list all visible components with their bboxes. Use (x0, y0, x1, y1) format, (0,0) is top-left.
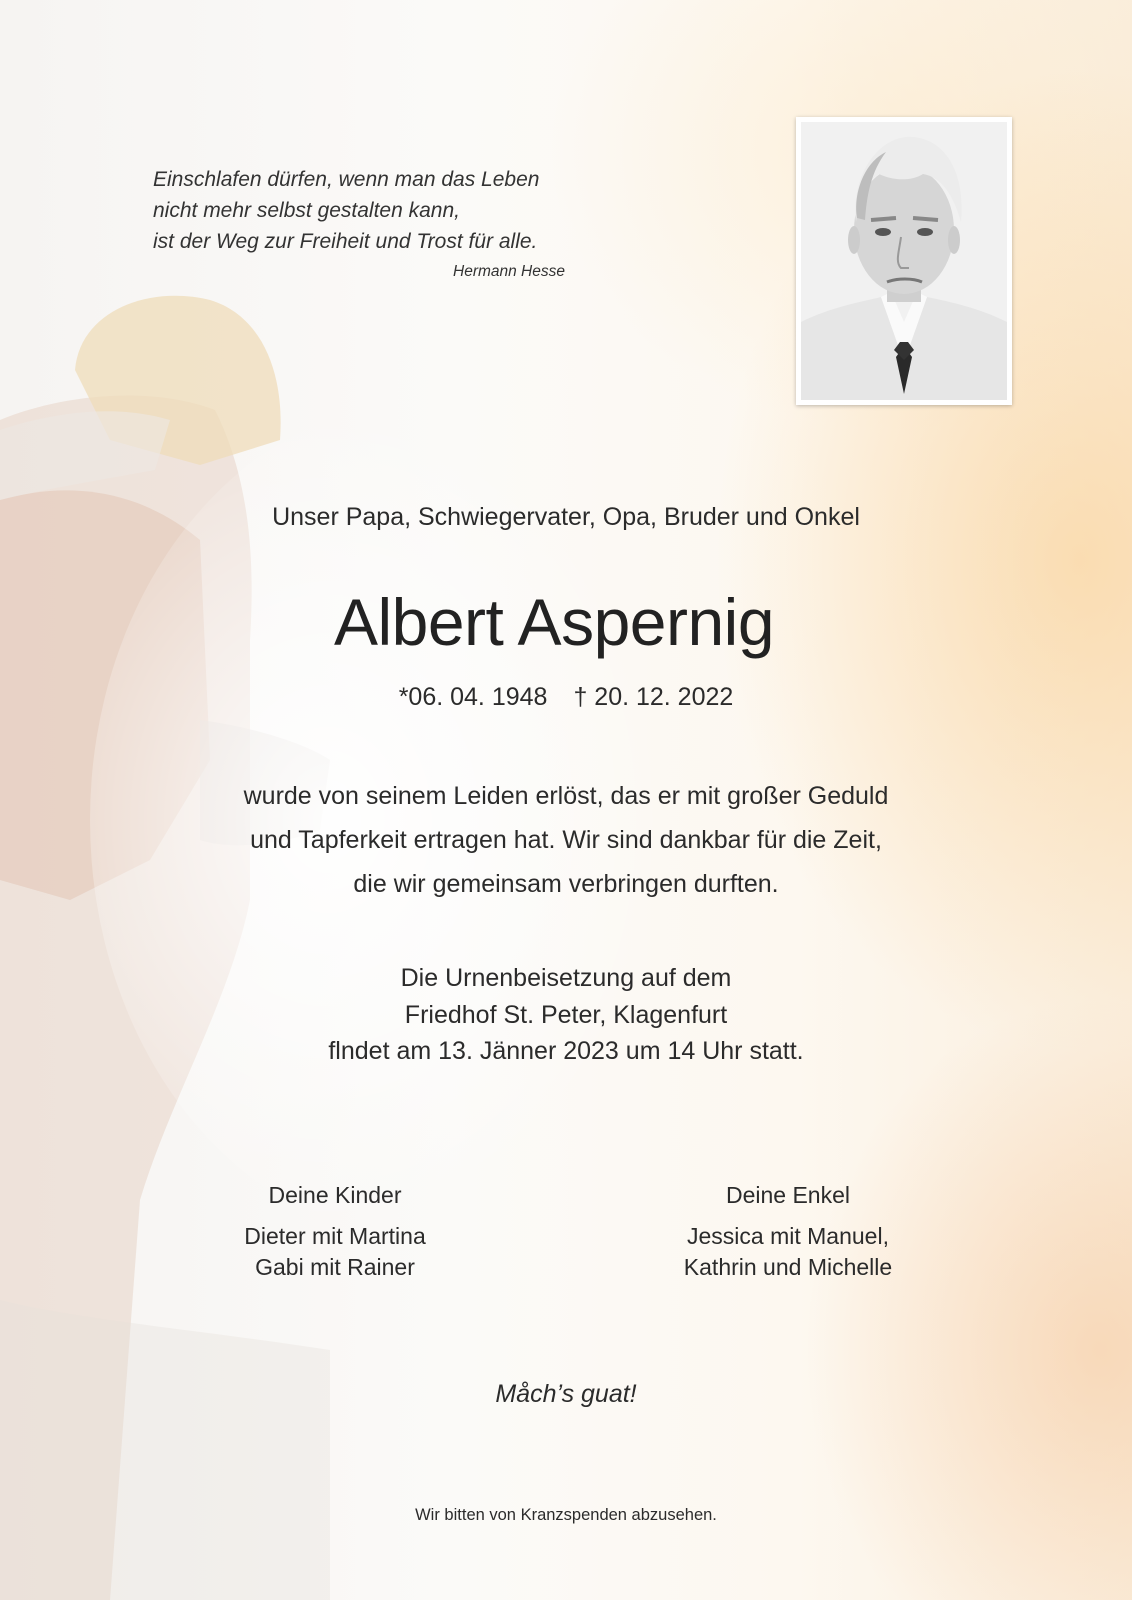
birth-date: *06. 04. 1948 (398, 683, 548, 711)
family-grandchildren (648, 1181, 928, 1283)
burial-details-line-1: Die Urnenbeisetzung auf dem (400, 964, 732, 992)
family-member: Dieter mit Martina (244, 1223, 426, 1249)
family-member: Gabi mit Rainer (255, 1254, 415, 1280)
portrait-photo (801, 122, 1007, 400)
quote-line-2: nicht mehr selbst gestalten kann, (153, 199, 461, 222)
quote-line-3: ist der Weg zur Freiheit und Trost für alle. (153, 230, 538, 253)
portrait-photo-frame (796, 117, 1012, 405)
obituary-text-line-1: wurde von seinem Leiden erlöst, das er mit großer Geduld (243, 782, 889, 810)
wreath-donation-note: Wir bitten von Kranzspenden abzusehen. (415, 1506, 717, 1524)
quote-author: Hermann Hesse (453, 263, 565, 280)
deceased-name: Albert Aspernig (333, 585, 775, 659)
burial-details-line-2: Friedhof St. Peter, Klagenfurt (404, 1000, 728, 1029)
death-date: † 20. 12. 2022 (573, 683, 734, 711)
burial-details-line-3: flndet am 13. Jänner 2023 um 14 Uhr statt. (328, 1037, 804, 1065)
obituary-text-line-3: die wir gemeinsam verbringen durften. (353, 870, 779, 898)
farewell-phrase: Måch’s guat! (495, 1380, 637, 1408)
burial-details (0, 960, 1132, 1070)
life-dates (0, 683, 1132, 712)
family-children-heading: Deine Kinder (268, 1182, 402, 1208)
family-member: Jessica mit Manuel, (687, 1223, 889, 1249)
relationship-intro: Unser Papa, Schwiegervater, Opa, Bruder und Onkel (272, 503, 860, 531)
quote-line-1: Einschlafen dürfen, wenn man das Leben (153, 168, 540, 191)
family-children (205, 1181, 465, 1283)
family-member: Kathrin und Michelle (683, 1254, 893, 1280)
obituary-text (0, 774, 1132, 906)
obituary-text-line-2: und Tapferkeit ertragen hat. Wir sind dankbar für die Zeit, (250, 826, 882, 854)
quote-block (153, 164, 583, 257)
family-grandchildren-heading: Deine Enkel (725, 1182, 851, 1208)
